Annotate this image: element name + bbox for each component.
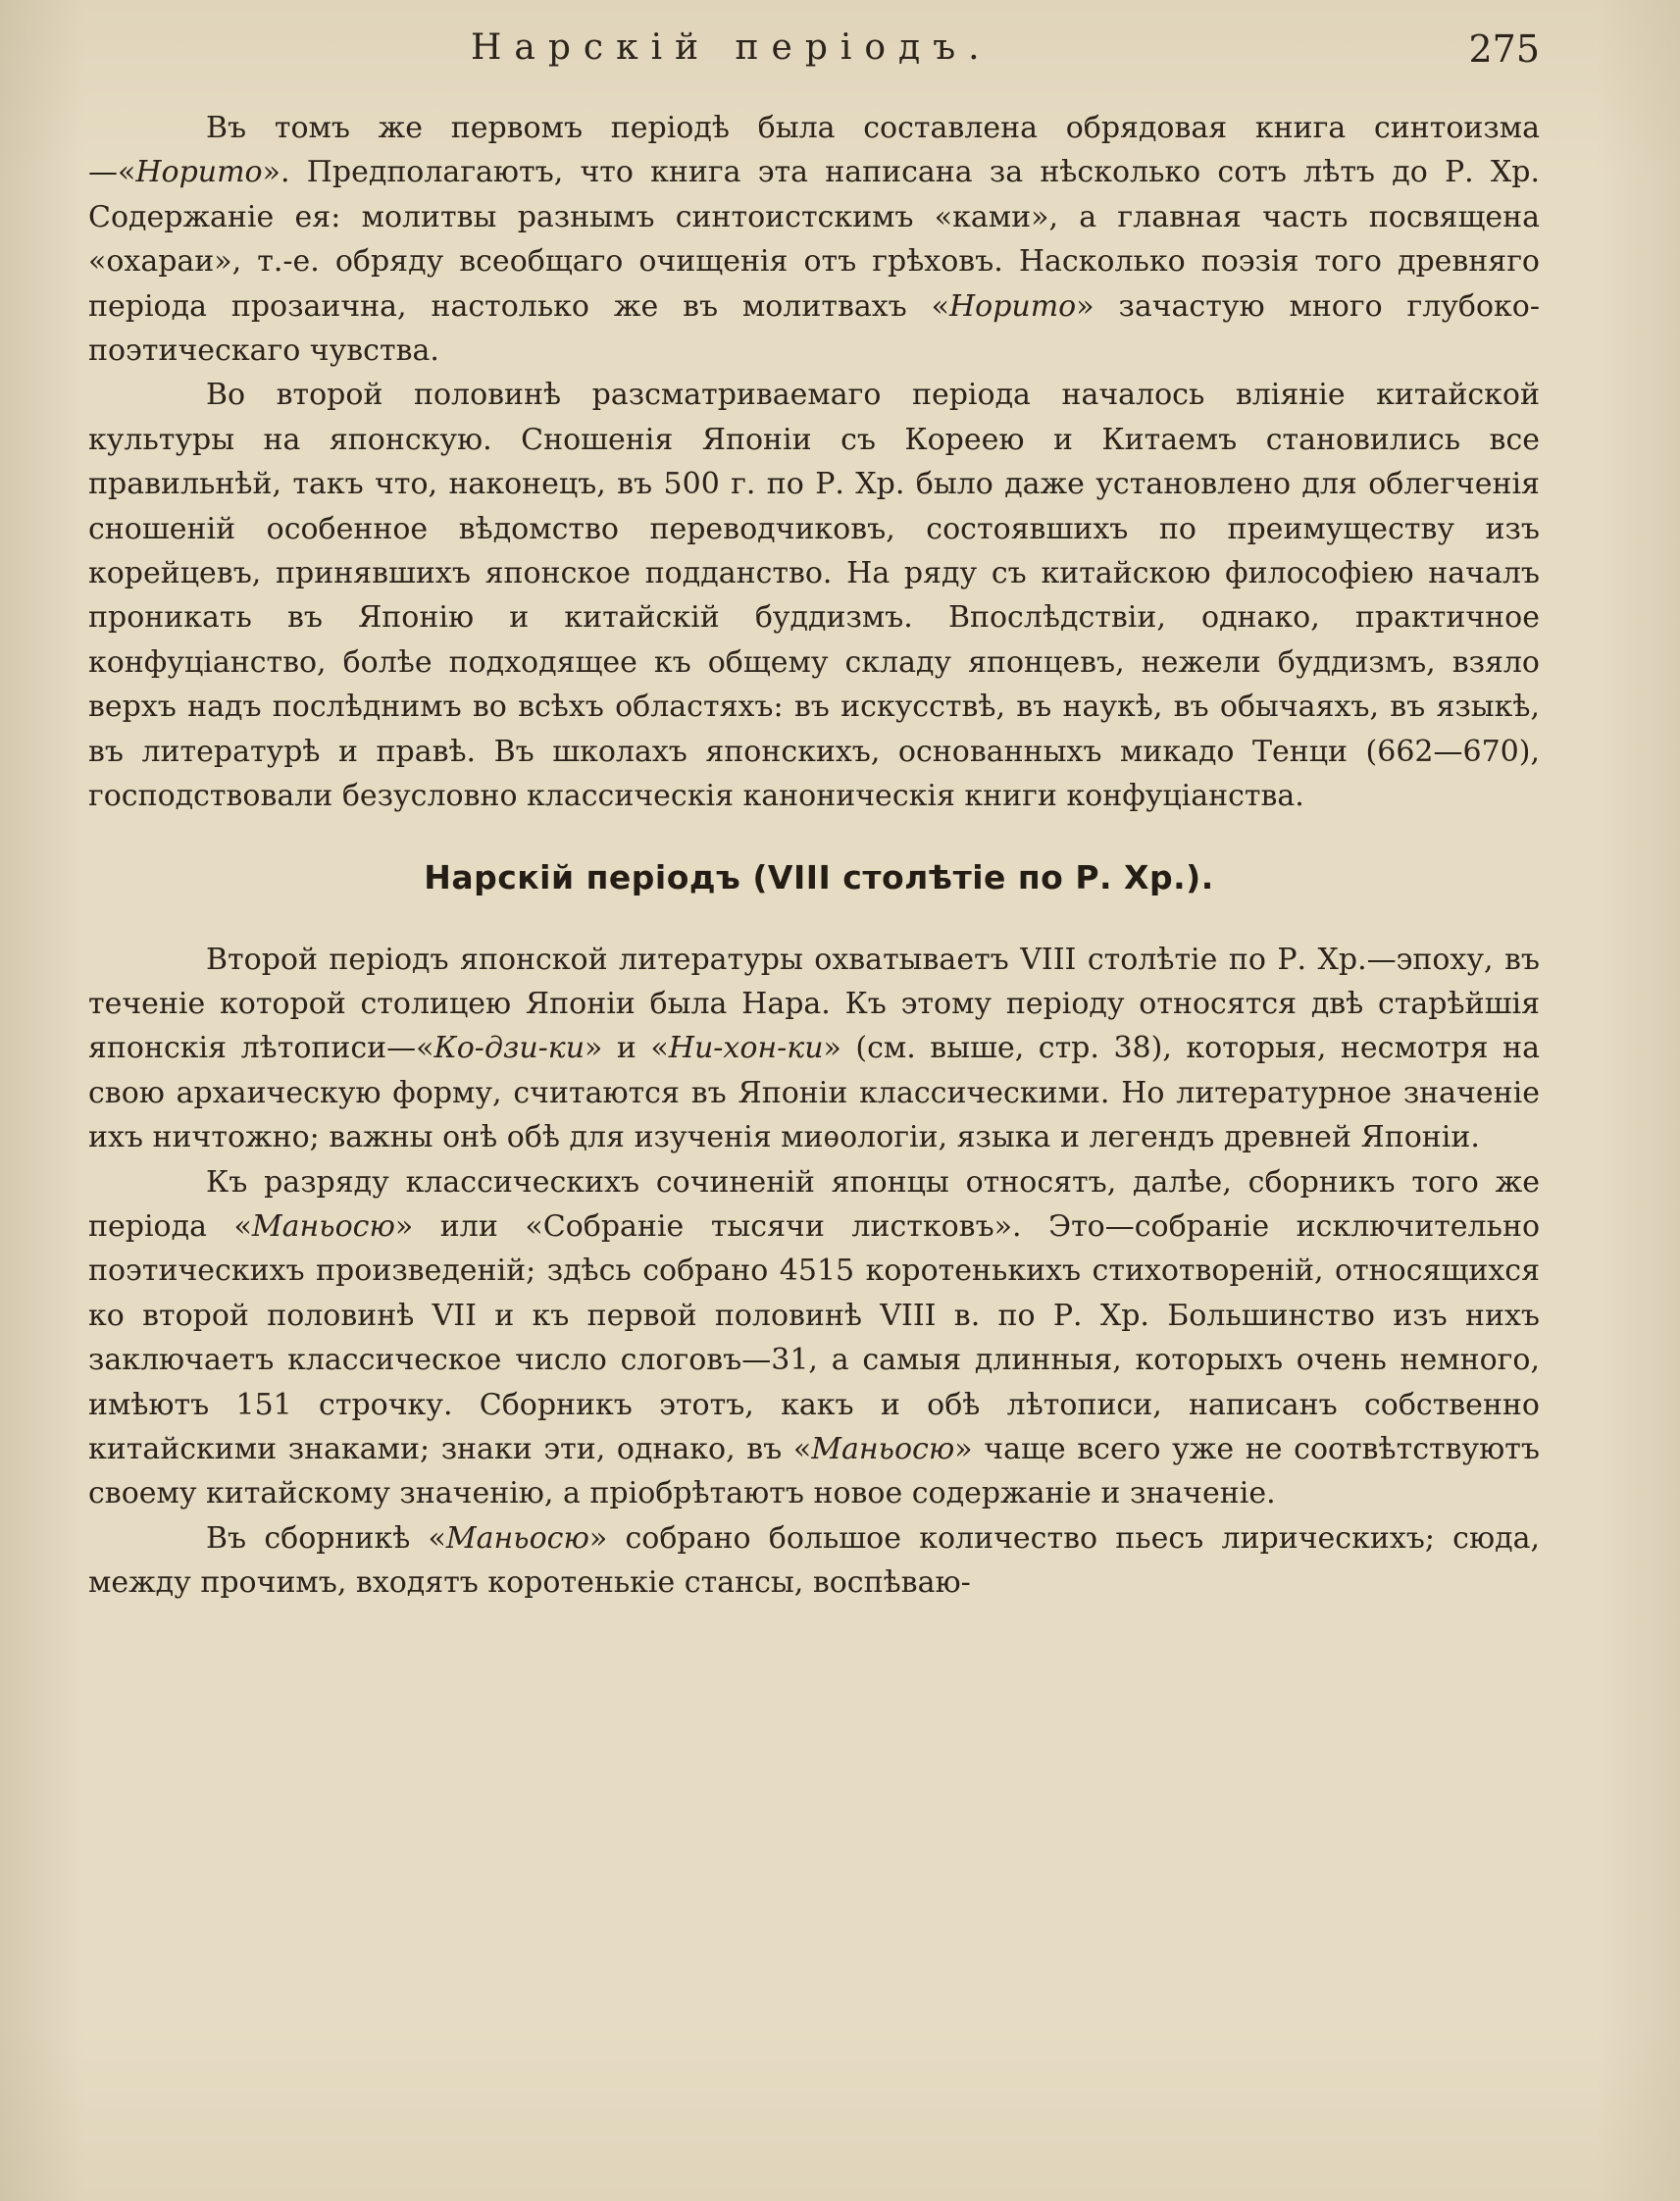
body-text — [88, 106, 1540, 1606]
paragraph — [88, 1516, 1540, 1606]
text-segment: » собрано большое количество пьесъ лирическихъ; сюда, между прочимъ, входятъ коротенькіе стансы, воспѣваю- — [88, 1520, 1540, 1601]
paragraph — [88, 1160, 1540, 1516]
text-segment: » чаще всего уже не соотвѣтствуютъ своему китайскому значенію, а пріобрѣтаютъ новое содержаніе и значеніе. — [88, 1431, 1540, 1511]
italic-title: Норито — [948, 288, 1077, 324]
text-segment: » (см. выше, стр. 38), которыя, несмотря на свою архаическую форму, считаются въ Японіи классическими. Но литературное значеніе ихъ ничтожно; важны онѣ обѣ для изученія миѳологіи, языка и легендъ древней Японіи. — [88, 1031, 1540, 1155]
text-segment: Къ разряду классическихъ сочиненій японцы относятъ, далѣе, сборникъ того же періода « — [88, 1164, 1540, 1244]
text-segment: Во второй половинѣ разсматриваемаго періода началось вліяніе китайской культуры на японскую. Сношенія Японіи съ Кореею и Китаемъ становились все правильнѣй, такъ что, наконецъ, въ 500 г. по Р. Хр. было даже установлено для облегченія сношеній особенное вѣдомство переводчиковъ, состоявшихъ по преимуществу изъ корейцевъ, принявшихъ японское подданство. На ряду съ китайскою философіею началъ проникать въ Японію и китайскій буддизмъ. Впослѣдствіи, однако, практичное конфуціанство, болѣе подходящее къ общему складу японцевъ, нежели буддизмъ, взяло верхъ надъ послѣднимъ во всѣхъ областяхъ: въ искусствѣ, въ наукѣ, въ обычаяхъ, въ языкѣ, въ литературѣ и правѣ. Въ школахъ японскихъ, основанныхъ микадо Тенци (662—670), господствовали безусловно классическія каноническія книги конфуціанства. — [88, 378, 1540, 814]
text-segment: » и « — [585, 1031, 669, 1066]
italic-title: Норито — [135, 155, 263, 190]
running-head-title: Нарскій періодъ. — [471, 27, 993, 68]
italic-title: Ко-дзи-ки — [433, 1031, 585, 1066]
italic-title: Маньосю — [445, 1520, 589, 1556]
text-segment: Въ сборникѣ « — [206, 1520, 446, 1556]
italic-title: Маньосю — [251, 1208, 395, 1244]
text-segment: Второй періодъ японской литературы охватываетъ VIII столѣтіе по Р. Хр.—эпоху, въ теченіе которой столицею Японіи была Нара. Къ этому періоду относятся двѣ старѣйшія японскія лѣтописи—« — [88, 942, 1540, 1066]
text-segment: Въ томъ же первомъ періодѣ была составлена обрядовая книга синтоизма—« — [88, 111, 1540, 190]
italic-title: Маньосю — [811, 1431, 955, 1466]
page-number: 275 — [1468, 27, 1540, 71]
running-head — [88, 27, 1540, 82]
text-segment: » или «Собраніе тысячи листковъ». Это—собраніе исключительно поэтическихъ произведеній; здѣсь собрано 4515 коротенькихъ стихотвореній, относящихся ко второй половинѣ VII и къ первой половинѣ VIII в. по Р. Хр. Большинство изъ нихъ заключаетъ классическое число слоговъ—31, а самыя длинныя, которыхъ очень немного, имѣютъ 151 строчку. Сборникъ этотъ, какъ и обѣ лѣтописи, написанъ собственно китайскими знаками; знаки эти, однако, въ « — [88, 1208, 1541, 1466]
paragraph — [88, 106, 1540, 373]
paragraph — [88, 373, 1540, 818]
paragraph — [88, 938, 1540, 1160]
text-segment: » зачастую много глубоко-поэтическаго чувства. — [88, 288, 1540, 369]
section-heading: Нарскій періодъ (VIII столѣтіе по Р. Хр.). — [424, 857, 1214, 896]
italic-title: Ни-хон-ки — [668, 1031, 824, 1066]
text-segment: ». Предполагаютъ, что книга эта написана за нѣсколько сотъ лѣтъ до Р. Хр. Содержаніе ея: молитвы разнымъ синтоистскимъ «ками», а главная часть посвящена «охараи», т.-е. обряду всеобщаго очищенія отъ грѣховъ. Насколько поэзія того древняго періода прозаична, настолько же въ молитвахъ « — [88, 155, 1540, 324]
